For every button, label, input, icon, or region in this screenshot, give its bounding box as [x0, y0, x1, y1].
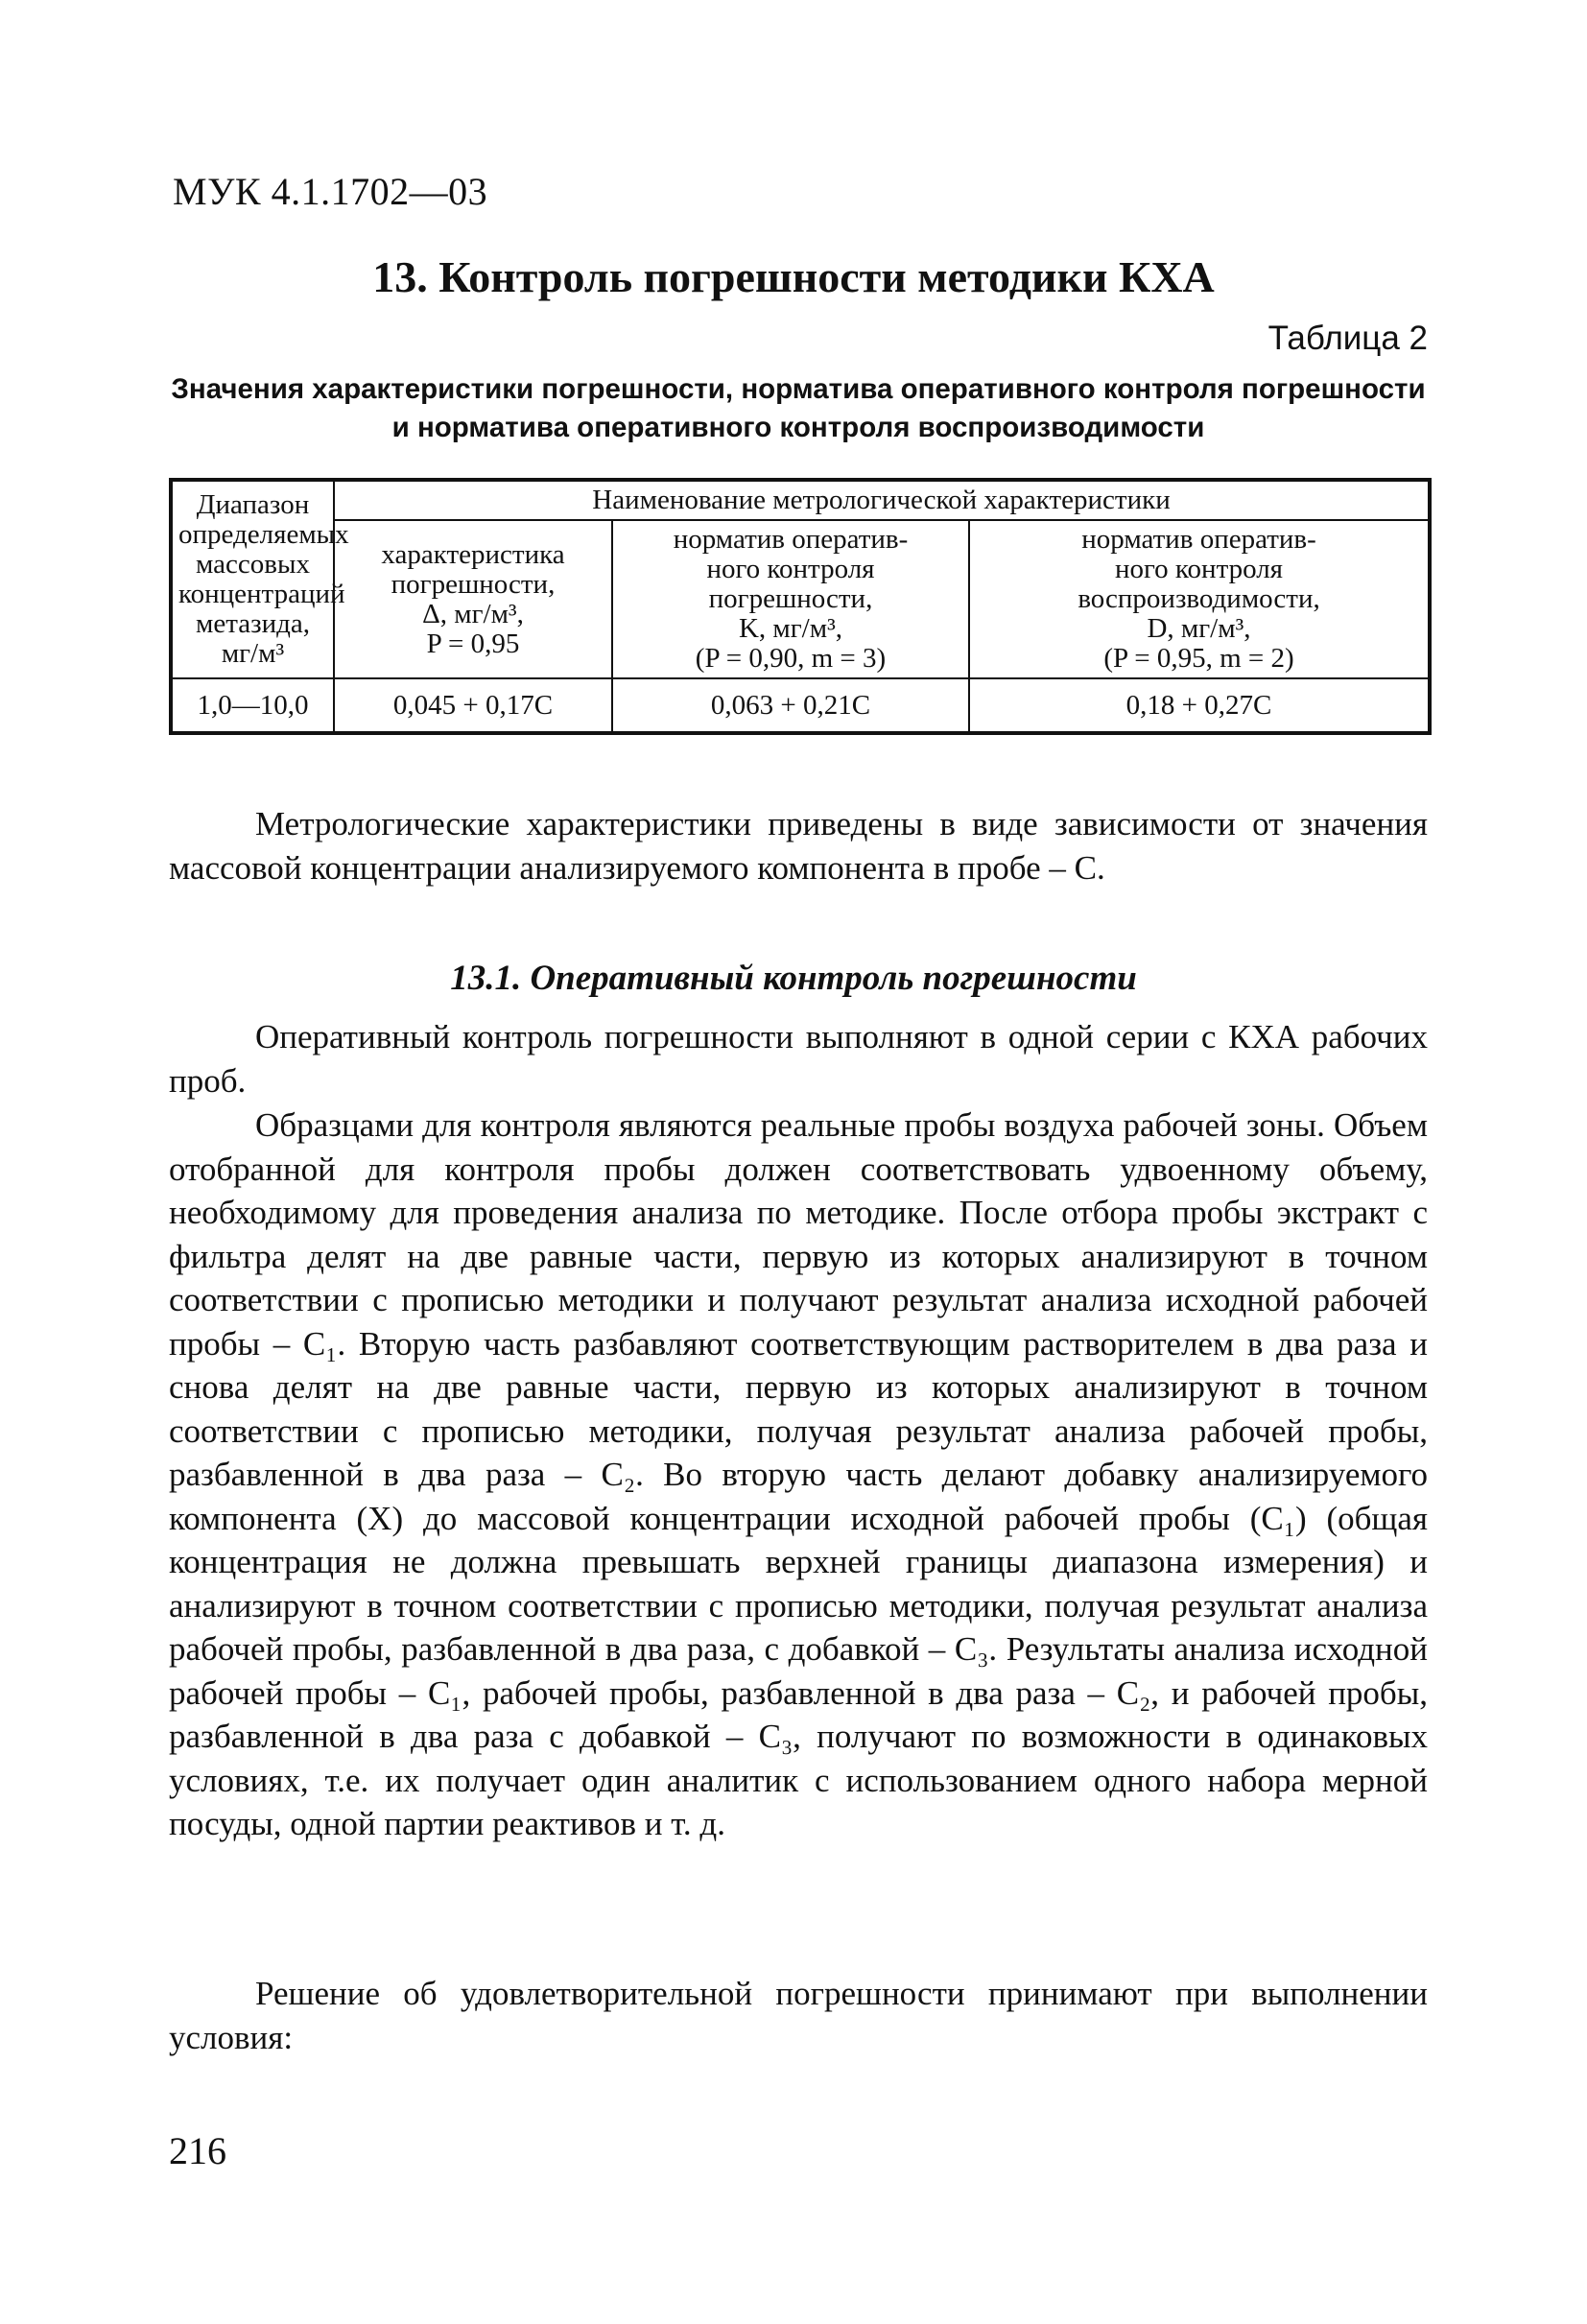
paragraph-operative-1-text: Оперативный контроль погрешности выполняют в одной серии с КХА рабочих проб.	[169, 1018, 1428, 1100]
table-header-delta: характеристика погрешности, Δ, мг/м³, P = 0,95	[334, 520, 612, 678]
table-header-range: Диапазон определяемых массовых концентраций метазида, мг/м³	[171, 480, 334, 678]
table-header-group: Наименование метрологической характеристики	[334, 480, 1430, 520]
paragraph-decision	[169, 1972, 1428, 2059]
subsection-title: 13.1. Оперативный контроль погрешности	[450, 959, 1137, 998]
table-caption: Значения характеристики погрешности, норматива оперативного контроля погрешности и норматива оперативного контроля воспроизводимости	[171, 373, 1426, 443]
paragraph-operative-2-text: Образцами для контроля являются реальные пробы воздуха рабочей зоны. Объем отобранной для контроля пробы должен соответствовать удвоенному объему, необходимому для проведения анализа по методике. После отбора пробы экстракт с фильтра делят на две равные части, первую из которых анализируют в точном соответствии с прописью методики и получают результат анализа исходной рабочей пробы – C₁. Вторую часть разбавляют соответствующим растворителем в два раза и снова делят на две равные части, первую из которых анализируют в точном соответствии с прописью методики, получая результат анализа рабочей пробы, разбавленной в два раза – C₂. Во вторую часть делают добавку анализируемого компонента (X) до массовой концентрации исходной рабочей пробы (C₁) (общая концентрация не должна превышать верхней границы диапазона измерения) и анализируют в точном соответствии с прописью методики, получая результат анализа рабочей пробы, разбавленной в два раза, с добавкой – C₃. Результаты анализа исходной рабочей пробы – C₁, рабочей пробы, разбавленной в два раза – C₂, и рабочей пробы, разбавленной в два раза с добавкой – C₃, получают по возможности в одинаковых условиях, т.е. их получает один аналитик с использованием одного набора мерной посуды, одной партии реактивов и т. д.	[169, 1106, 1428, 1842]
paragraph-metrology-text: Метрологические характеристики приведены в виде зависимости от значения массовой концентрации анализируемого компонента в пробе – С.	[169, 805, 1428, 887]
paragraph-decision-text: Решение об удовлетворительной погрешности принимают при выполнении условия:	[169, 1975, 1428, 2056]
page-number: 216	[169, 2129, 226, 2172]
table-cell-k: 0,063 + 0,21C	[612, 678, 969, 733]
metrology-table	[169, 478, 1432, 735]
table-cell-range: 1,0—10,0	[171, 678, 334, 733]
table-label: Таблица 2	[1267, 320, 1428, 357]
paragraph-operative-1	[169, 1015, 1428, 1103]
document-header: МУК 4.1.1702—03	[173, 170, 488, 213]
paragraph-operative-2	[169, 1103, 1428, 1846]
table-header-k: норматив оператив- ного контроля погрешности, K, мг/м³, (P = 0,90, m = 3)	[612, 520, 969, 678]
paragraph-metrology	[169, 802, 1428, 889]
table-row	[171, 678, 1430, 733]
table-header-d: норматив оператив- ного контроля воспроизводимости, D, мг/м³, (P = 0,95, m = 2)	[969, 520, 1430, 678]
table-cell-d: 0,18 + 0,27C	[969, 678, 1430, 733]
section-title: 13. Контроль погрешности методики КХА	[372, 252, 1215, 301]
table-cell-delta: 0,045 + 0,17C	[334, 678, 612, 733]
